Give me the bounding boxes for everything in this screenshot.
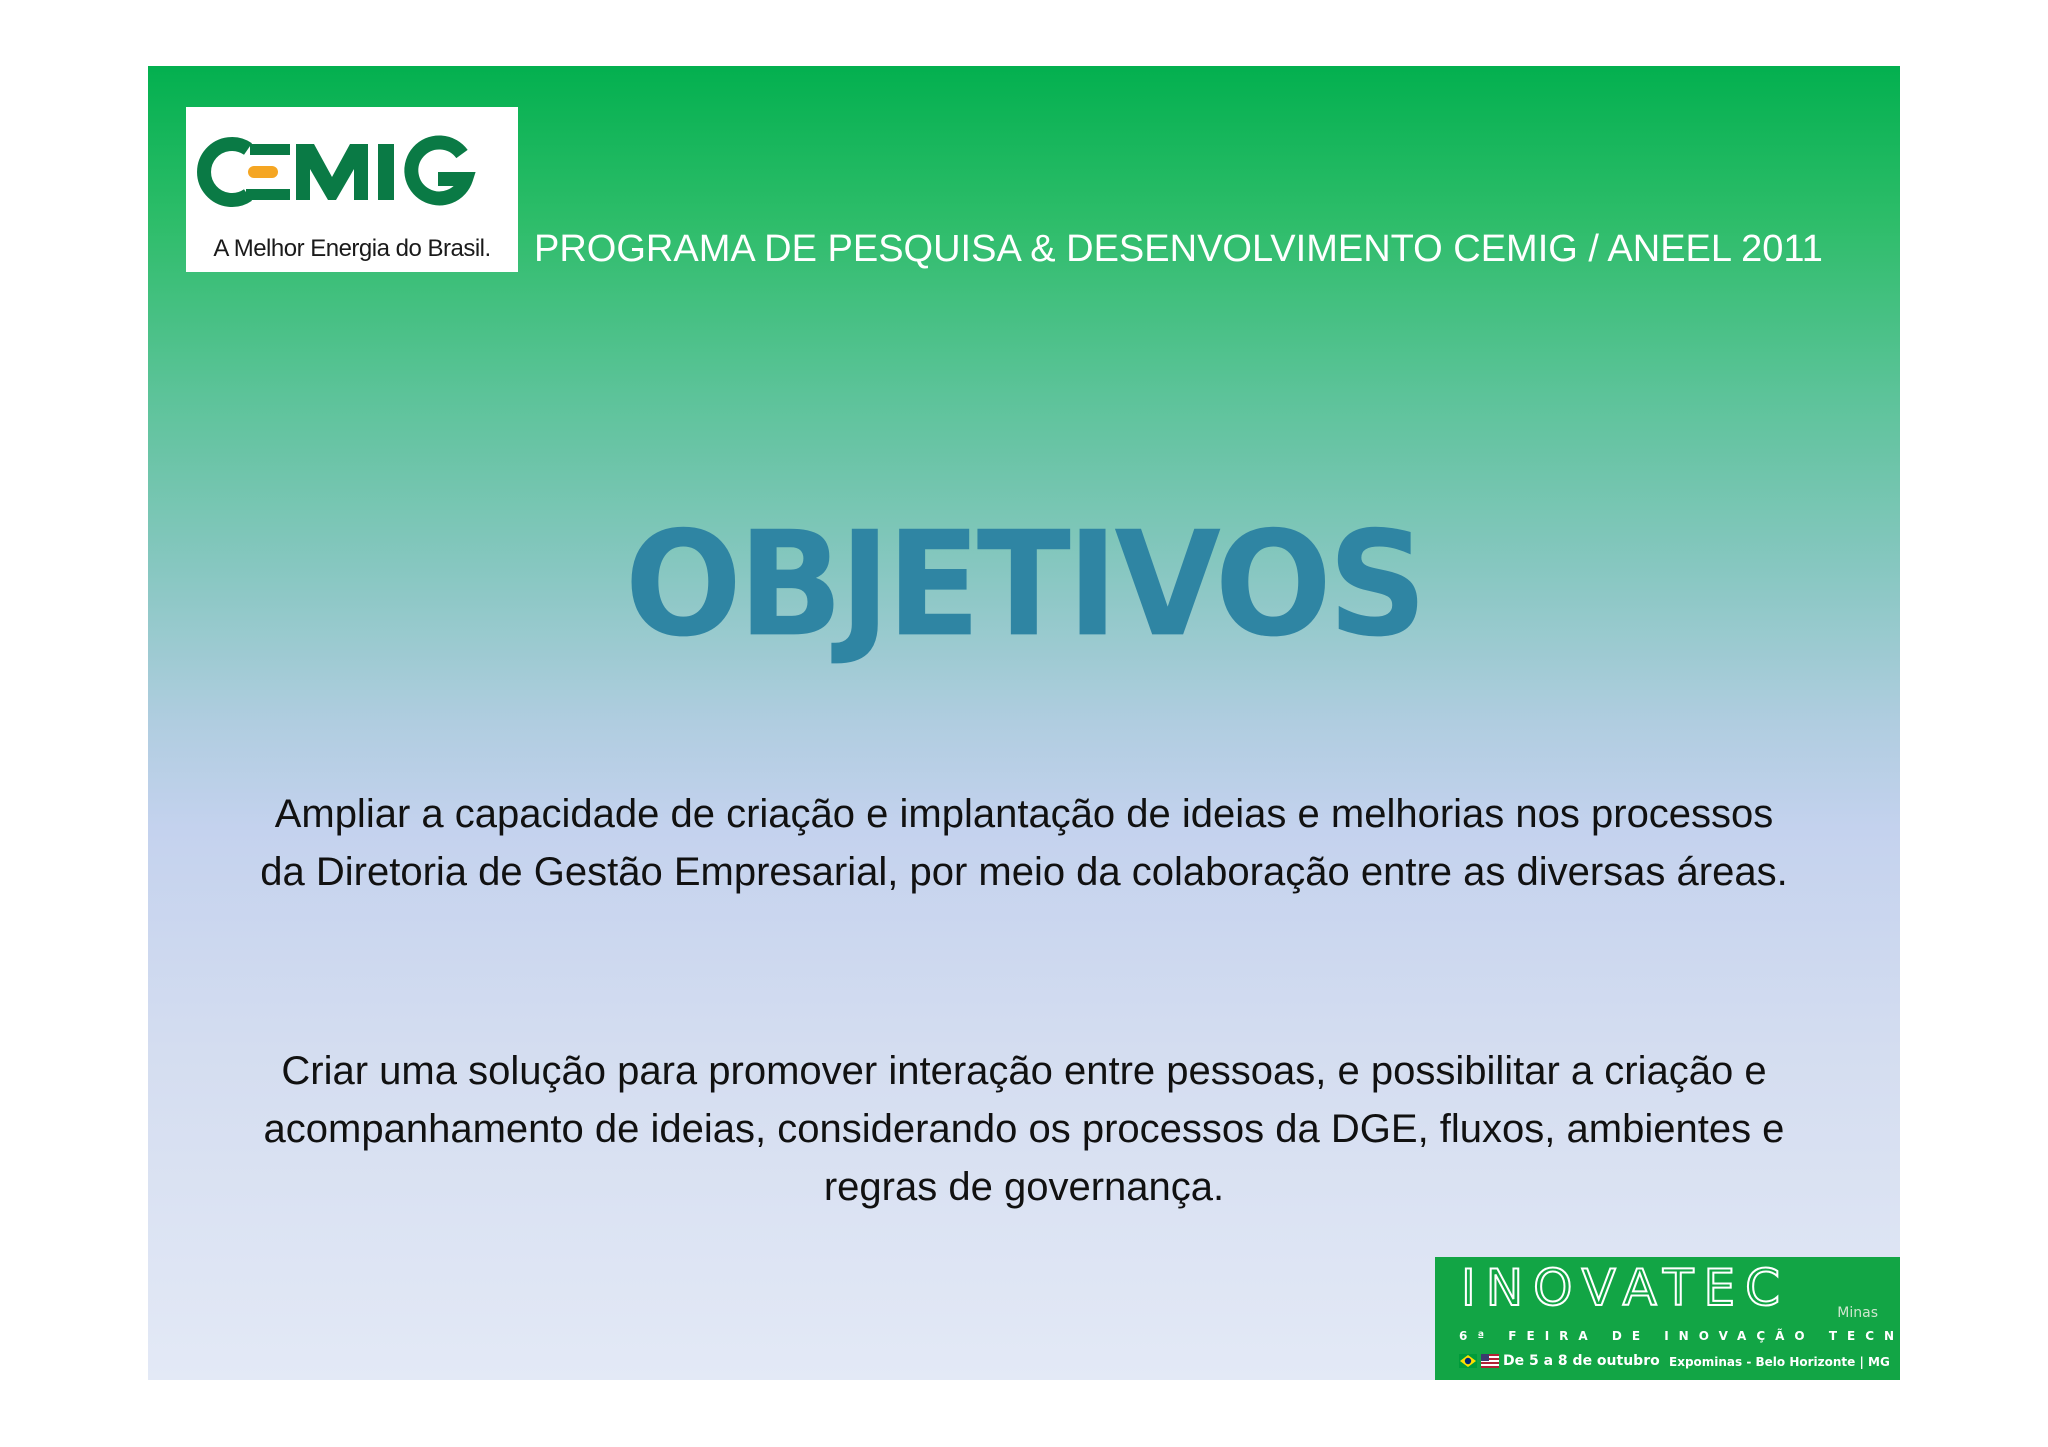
cemig-logo bbox=[186, 107, 518, 272]
inovatec-date-row bbox=[1459, 1353, 1660, 1369]
inovatec-sub: Minas bbox=[1837, 1305, 1878, 1321]
inovatec-badge bbox=[1435, 1257, 2035, 1380]
inovatec-name: INOVATEC bbox=[1461, 1259, 1790, 1317]
usa-flag-icon bbox=[1481, 1354, 1499, 1368]
inovatec-fair: 6ª FEIRA DE INOVAÇÃO TECNOLÓGICA bbox=[1459, 1329, 2035, 1343]
inovatec-date: De 5 a 8 de outubro bbox=[1503, 1353, 1660, 1369]
brazil-flag-icon bbox=[1459, 1354, 1477, 1368]
logo-tagline: A Melhor Energia do Brasil. bbox=[213, 235, 491, 262]
program-title: PROGRAMA DE PESQUISA & DESENVOLVIMENTO CEMIG / ANEEL 2011 bbox=[534, 228, 1823, 270]
slide-title: OBJETIVOS bbox=[624, 499, 1424, 669]
inovatec-location: Expominas - Belo Horizonte | MG bbox=[1669, 1355, 1890, 1369]
slide bbox=[148, 66, 2035, 1380]
cemig-logo-mark bbox=[186, 107, 518, 232]
objective-paragraph-1: Ampliar a capacidade de criação e implantação de ideias e melhorias nos processos da Diretoria de Gestão Empresarial, por meio da colaboração entre as diversas áreas. bbox=[260, 792, 1788, 894]
objective-paragraph-2: Criar uma solução para promover interação entre pessoas, e possibilitar a criação e acompanhamento de ideias, considerando os processos da DGE, fluxos, ambientes e regras de governança. bbox=[263, 1049, 1785, 1209]
